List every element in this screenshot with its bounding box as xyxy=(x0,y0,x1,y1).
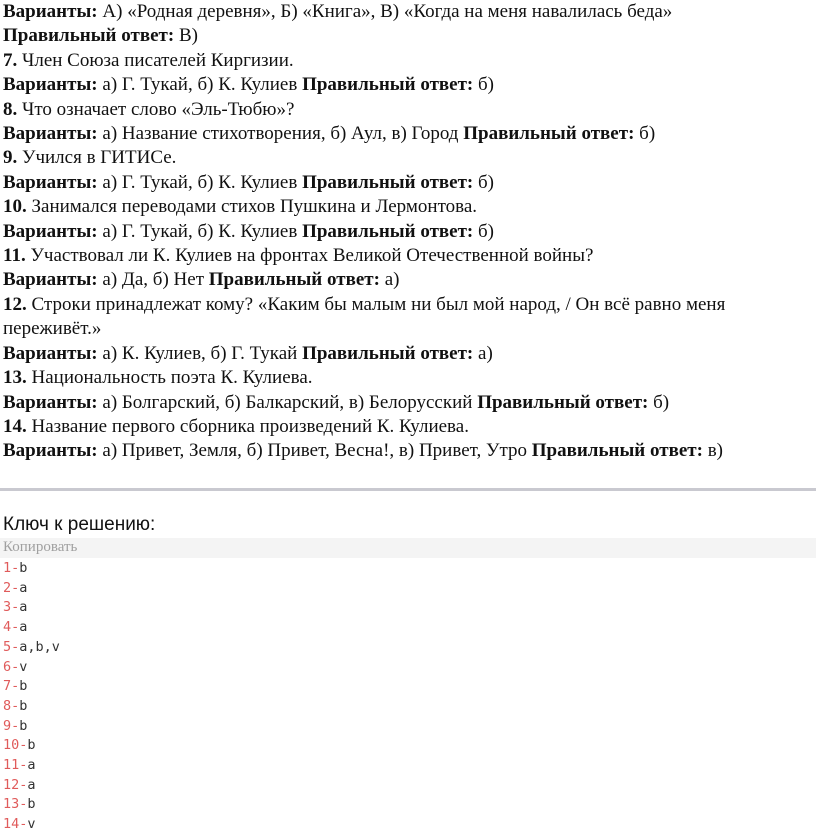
key-dash: - xyxy=(11,717,20,734)
key-number: 5 xyxy=(3,638,12,655)
key-value: v xyxy=(27,816,36,833)
question-number: 14. xyxy=(3,415,27,437)
quiz-line xyxy=(3,268,816,292)
key-number: 9 xyxy=(3,717,12,734)
key-row xyxy=(3,815,60,835)
variants-label: Варианты: xyxy=(3,391,98,413)
key-dash: - xyxy=(11,560,20,576)
quiz-line xyxy=(3,293,816,342)
key-dash: - xyxy=(19,757,28,774)
question-text: Название первого сборника произведений К. Кулиева. xyxy=(26,415,469,437)
key-dash: - xyxy=(11,638,20,655)
variants-label: Варианты: xyxy=(3,1,98,22)
quiz-line xyxy=(3,49,816,73)
key-number: 10 xyxy=(3,737,20,754)
variants-label: Варианты: xyxy=(3,269,98,291)
answer-label: Правильный ответ: xyxy=(531,440,703,462)
variants-label: Варианты: xyxy=(3,220,98,242)
question-number: 9. xyxy=(3,147,18,169)
key-number: 6 xyxy=(3,658,12,675)
key-value: b xyxy=(19,560,28,576)
quiz-line xyxy=(3,342,816,366)
key-row xyxy=(3,795,60,815)
key-dash: - xyxy=(19,737,28,754)
quiz-line xyxy=(3,244,816,268)
variants-text: а) Да, б) Нет xyxy=(97,269,209,291)
answer-label: Правильный ответ: xyxy=(302,74,474,96)
answer-value: а) xyxy=(473,342,493,364)
answer-label: Правильный ответ: xyxy=(302,220,474,242)
quiz-line xyxy=(3,122,816,146)
key-dash: - xyxy=(11,678,20,695)
key-row xyxy=(3,598,60,618)
quiz-line xyxy=(3,439,816,463)
key-value: a xyxy=(19,579,28,596)
variants-text: а) Болгарский, б) Балкарский, в) Белорусский xyxy=(97,391,478,413)
key-dash: - xyxy=(19,796,28,813)
variants-label: Варианты: xyxy=(3,440,98,462)
answer-value: б) xyxy=(473,220,495,242)
variants-label: Варианты: xyxy=(3,342,98,364)
question-number: 12. xyxy=(3,293,27,315)
variants-text: а) Привет, Земля, б) Привет, Весна!, в) Привет, Утро xyxy=(97,440,532,462)
question-text: Учился в ГИТИСе. xyxy=(17,147,177,169)
answer-value: б) xyxy=(634,123,656,145)
question-number: 10. xyxy=(3,196,27,218)
variants-text: а) Г. Тукай, б) К. Кулиев xyxy=(97,171,303,193)
answer-key-title: Ключ к решению: xyxy=(3,514,156,535)
code-toolbar xyxy=(0,538,816,558)
answer-key-code xyxy=(3,559,60,835)
key-number: 2 xyxy=(3,579,12,596)
answer-label: Правильный ответ: xyxy=(208,269,380,291)
question-text: Национальность поэта К. Кулиева. xyxy=(26,367,313,389)
key-number: 8 xyxy=(3,697,12,714)
key-number: 1 xyxy=(3,560,12,576)
key-row xyxy=(3,697,60,717)
key-row xyxy=(3,677,60,697)
key-value: a xyxy=(19,599,28,616)
key-value: b xyxy=(19,678,28,695)
answer-value: б) xyxy=(473,171,495,193)
key-dash: - xyxy=(11,619,20,636)
key-dash: - xyxy=(19,776,28,793)
key-dash: - xyxy=(19,816,28,833)
answer-value: В) xyxy=(174,25,198,47)
key-value: a,b,v xyxy=(19,638,60,655)
key-value: b xyxy=(19,697,28,714)
key-number: 12 xyxy=(3,776,20,793)
quiz-line xyxy=(3,24,816,48)
answer-label: Правильный ответ: xyxy=(477,391,649,413)
variants-text: а) Г. Тукай, б) К. Кулиев xyxy=(97,220,303,242)
variants-text: А) «Родная деревня», Б) «Книга», В) «Когда на меня навалилась беда» xyxy=(97,1,673,22)
variants-label: Варианты: xyxy=(3,74,98,96)
quiz-line xyxy=(3,171,816,195)
question-text: Что означает слово «Эль-Тюбю»? xyxy=(17,98,295,120)
key-row xyxy=(3,736,60,756)
answer-label: Правильный ответ: xyxy=(302,342,474,364)
key-number: 14 xyxy=(3,816,20,833)
key-dash: - xyxy=(11,579,20,596)
key-row xyxy=(3,638,60,658)
variants-label: Варианты: xyxy=(3,123,98,145)
variants-text: а) Название стихотворения, б) Аул, в) Город xyxy=(97,123,464,145)
quiz-line xyxy=(3,220,816,244)
key-number: 3 xyxy=(3,599,12,616)
quiz-line xyxy=(3,73,816,97)
key-value: b xyxy=(27,737,36,754)
key-dash: - xyxy=(11,599,20,616)
question-text: Строки принадлежат кому? «Каким бы малым ни был мой народ, / Он всё равно меня переживёт.» xyxy=(3,293,726,340)
answer-value: б) xyxy=(473,74,495,96)
key-number: 4 xyxy=(3,619,12,636)
key-value: a xyxy=(27,757,36,774)
key-row xyxy=(3,559,60,579)
quiz-line xyxy=(3,391,816,415)
question-number: 11. xyxy=(3,245,26,267)
divider xyxy=(0,488,816,491)
key-row xyxy=(3,579,60,599)
question-text: Участвовал ли К. Кулиев на фронтах Великой Отечественной войны? xyxy=(25,245,594,267)
key-dash: - xyxy=(11,697,20,714)
key-number: 13 xyxy=(3,796,20,813)
quiz-line xyxy=(3,195,816,219)
answer-label: Правильный ответ: xyxy=(463,123,635,145)
quiz-line xyxy=(3,98,816,122)
answer-label: Правильный ответ: xyxy=(3,25,175,47)
quiz-line xyxy=(3,146,816,170)
key-value: a xyxy=(27,776,36,793)
quiz-line xyxy=(3,415,816,439)
question-number: 7. xyxy=(3,49,18,71)
key-number: 7 xyxy=(3,678,12,695)
key-dash: - xyxy=(11,658,20,675)
quiz-line xyxy=(3,366,816,390)
key-row xyxy=(3,658,60,678)
key-value: b xyxy=(19,717,28,734)
question-text: Занимался переводами стихов Пушкина и Лермонтова. xyxy=(26,196,478,218)
answer-label: Правильный ответ: xyxy=(302,171,474,193)
answer-value: б) xyxy=(648,391,670,413)
question-number: 13. xyxy=(3,367,27,389)
answer-value: а) xyxy=(379,269,400,291)
variants-text: а) К. Кулиев, б) Г. Тукай xyxy=(97,342,303,364)
key-row xyxy=(3,776,60,796)
key-row xyxy=(3,618,60,638)
key-value: b xyxy=(27,796,36,813)
variants-text: а) Г. Тукай, б) К. Кулиев xyxy=(97,74,303,96)
key-value: v xyxy=(19,658,28,675)
question-number: 8. xyxy=(3,98,18,120)
question-text: Член Союза писателей Киргизии. xyxy=(17,49,294,71)
quiz-line xyxy=(3,0,816,24)
copy-button[interactable]: Копировать xyxy=(3,539,78,555)
answer-value: в) xyxy=(702,440,723,462)
key-number: 11 xyxy=(3,757,20,774)
key-row xyxy=(3,717,60,737)
key-value: a xyxy=(19,619,28,636)
variants-label: Варианты: xyxy=(3,171,98,193)
key-row xyxy=(3,756,60,776)
